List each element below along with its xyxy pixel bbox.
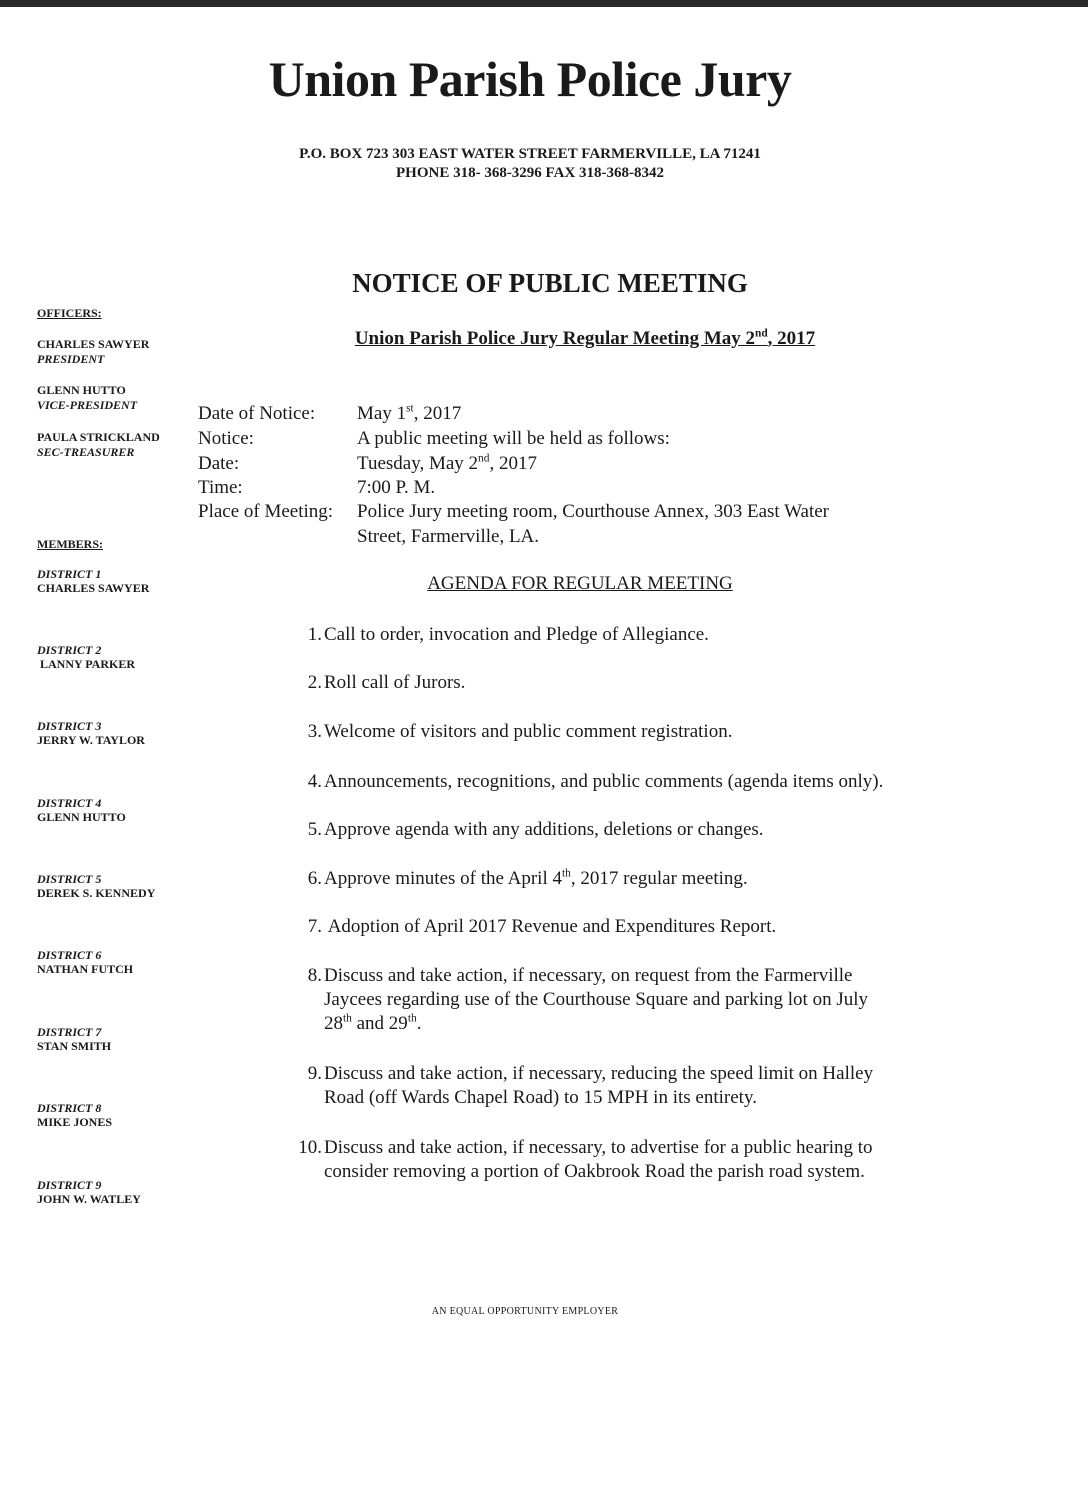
member-entry [37,872,155,900]
officer-name: CHARLES SAWYER [37,337,150,351]
member-entry [37,1101,112,1129]
agenda-heading: AGENDA FOR REGULAR MEETING [427,573,733,594]
officer-entry [37,430,160,460]
date-of-notice-label: Date of Notice: [198,403,316,424]
member-entry [37,1178,141,1206]
agenda-item-number: 6. [307,868,322,889]
officer-role: VICE-PRESIDENT [37,398,138,412]
member-district: DISTRICT 4 [37,796,102,810]
member-name: JERRY W. TAYLOR [37,733,145,747]
notice-title: NOTICE OF PUBLIC MEETING [352,268,748,298]
agenda-item-line: Discuss and take action, if necessary, reducing the speed limit on Halley [324,1063,874,1084]
member-name: LANNY PARKER [40,657,135,671]
date-label: Date: [198,453,240,474]
member-entry [37,719,145,747]
meeting-title-year: , 2017 [767,328,816,349]
agenda-item-sup: th [562,867,571,880]
date-of-notice-value [357,402,461,426]
officer-name: PAULA STRICKLAND [37,430,160,444]
agenda-item [288,1062,988,1110]
member-name: STAN SMITH [37,1039,112,1053]
agenda-item [288,818,988,842]
agenda-item-line: Road (off Wards Chapel Road) to 15 MPH in its entirety. [324,1087,757,1108]
agenda-item-number: 9. [307,1063,322,1084]
date-of-notice-sup: st [406,402,414,415]
notice-value: A public meeting will be held as follows: [357,428,670,449]
officer-entry [37,383,137,413]
agenda-item [288,671,988,695]
meeting-title-text: Union Parish Police Jury Regular Meeting May 2 [354,328,755,349]
footer-text: AN EQUAL OPPORTUNITY EMPLOYER [431,1306,619,1317]
agenda-item [288,964,988,1036]
agenda-item-line: consider removing a portion of Oakbrook Road the parish road system. [324,1161,865,1182]
member-entry [37,948,133,976]
place-line-1: Police Jury meeting room, Courthouse Annex, 303 East Water [357,501,829,522]
agenda-item-line: Jaycees regarding use of the Courthouse Square and parking lot on July [324,989,869,1010]
officer-name: GLENN HUTTO [37,383,126,397]
time-label: Time: [198,477,243,498]
member-entry [37,796,126,824]
agenda-item-line: Discuss and take action, if necessary, on request from the Farmerville [324,965,853,986]
agenda-item-number: 10. [298,1137,322,1158]
member-name: MIKE JONES [37,1115,113,1129]
member-district: DISTRICT 5 [37,872,102,886]
agenda-item-sup: th [343,1012,352,1025]
organization-title: Union Parish Police Jury [268,51,792,107]
member-entry [37,643,135,671]
agenda-item-text-part: Approve minutes of the April 4 [324,868,562,889]
member-name: JOHN W. WATLEY [37,1192,141,1206]
agenda-item [288,1136,988,1184]
officer-entry [37,337,149,367]
member-district: DISTRICT 6 [37,948,102,962]
agenda-item-text-part: 28 [324,1013,343,1034]
agenda-item [288,867,988,891]
agenda-item-text: Adoption of April 2017 Revenue and Expenditures Report. [324,916,777,937]
member-name: CHARLES SAWYER [37,581,150,595]
member-name: GLENN HUTTO [37,810,126,824]
member-district: DISTRICT 2 [37,643,102,657]
scan-top-edge [0,0,1088,7]
member-entry [37,1025,111,1053]
agenda-item [288,720,988,744]
agenda-item-number: 4. [307,771,322,792]
agenda-item-number: 3. [307,721,322,742]
members-heading: MEMBERS: [37,537,103,551]
agenda-item-text [324,1062,964,1110]
agenda-item-text: Roll call of Jurors. [324,672,466,693]
agenda-item-text-part: and 29 [351,1013,408,1034]
agenda-item-number: 5. [307,819,322,840]
officer-role: PRESIDENT [37,352,105,366]
officers-heading: OFFICERS: [37,306,102,320]
agenda-item-number: 8. [307,965,322,986]
agenda-item-text-part: . [416,1013,422,1034]
agenda-item-number: 7. [307,916,322,937]
member-district: DISTRICT 8 [37,1101,102,1115]
agenda-item-text: Welcome of visitors and public comment registration. [324,721,733,742]
agenda-item [288,623,988,647]
member-district: DISTRICT 9 [37,1178,102,1192]
officer-role: SEC-TREASURER [37,445,135,459]
agenda-item-text [324,1136,964,1184]
member-district: DISTRICT 3 [37,719,102,733]
place-line-2: Street, Farmerville, LA. [357,526,540,547]
agenda-item-text: Announcements, recognitions, and public comments (agenda items only). [324,771,884,792]
agenda-item-line [324,1012,964,1036]
agenda-item-text [324,867,964,891]
place-label: Place of Meeting: [198,501,334,522]
date-sup: nd [478,452,490,465]
member-district: DISTRICT 1 [37,567,102,581]
agenda-item [288,915,988,939]
agenda-item-text [324,964,964,1036]
meeting-title-sup: nd [755,327,768,340]
date-of-notice-year: , 2017 [413,403,462,424]
member-district: DISTRICT 7 [37,1025,102,1039]
notice-label: Notice: [198,428,254,449]
member-name: DEREK S. KENNEDY [37,886,156,900]
date-value [357,452,537,476]
agenda-item-number: 2. [307,672,322,693]
agenda-item-line: Discuss and take action, if necessary, to advertise for a public hearing to [324,1137,873,1158]
agenda-item [288,770,988,794]
member-name: NATHAN FUTCH [37,962,134,976]
agenda-item-number: 1. [307,624,322,645]
meeting-title [0,328,1088,350]
phone-line: PHONE 318- 368-3296 FAX 318-368-8342 [395,165,665,181]
agenda-item-text-part: , 2017 regular meeting. [570,868,748,889]
agenda-item-text: Approve agenda with any additions, deletions or changes. [324,819,764,840]
time-value: 7:00 P. M. [357,477,436,498]
address-line: P.O. BOX 723 303 EAST WATER STREET FARMERVILLE, LA 71241 [299,146,761,162]
date-year: , 2017 [489,453,537,474]
agenda-item-sup: th [407,1012,417,1025]
date-of-notice-text: May 1 [357,403,407,424]
date-text: Tuesday, May 2 [357,453,479,474]
agenda-item-text: Call to order, invocation and Pledge of Allegiance. [324,624,709,645]
